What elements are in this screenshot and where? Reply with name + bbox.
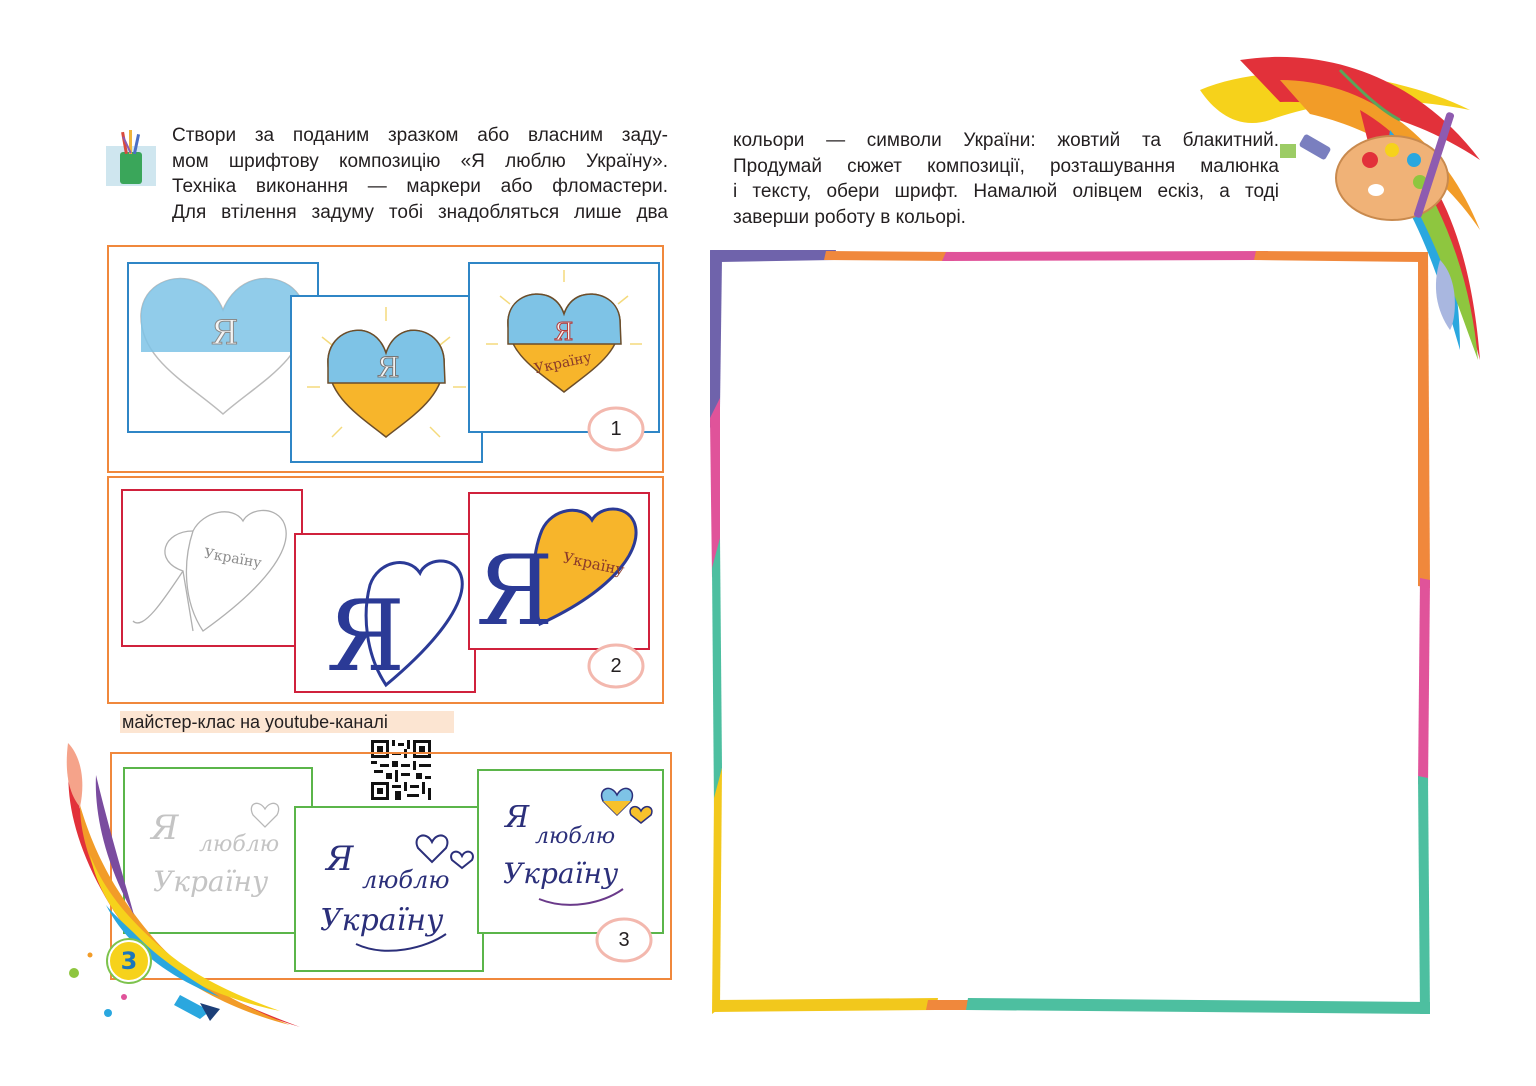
task-icon	[106, 128, 156, 186]
text-line: заверши роботу в кольорі.	[733, 206, 966, 228]
word-ukrainu: Україну	[532, 349, 594, 378]
text-lyublyu: люблю	[535, 824, 616, 849]
decorative-brush-strokes	[50, 735, 310, 1035]
example-number-1: 1	[593, 409, 639, 449]
letter-ya: Я	[377, 351, 400, 384]
example-2-final	[468, 492, 650, 650]
text-line: і тексту, обери шрифт. Намалюй олівцем ескіз, а тоді	[733, 181, 1279, 202]
text-line: Продумай сюжет композиції, розташування малюнка	[733, 155, 1279, 177]
example-2-outline	[294, 533, 476, 693]
example-1-half	[290, 295, 483, 463]
master-class-caption: майстер-клас на youtube-каналі	[120, 711, 454, 733]
example-number-2: 2	[593, 646, 639, 686]
text-line: кольори — символи України: жовтий та блакитний.	[733, 130, 1279, 151]
page-number: 3	[108, 940, 150, 982]
text-ukrainu: Україну	[320, 903, 444, 938]
text-lyublyu: люблю	[362, 866, 450, 894]
text-ya: Я	[505, 800, 530, 835]
letter-ya: Я	[211, 313, 239, 353]
word-ukrainu: Україну	[202, 545, 263, 572]
text-ukrainu: Україну	[503, 857, 619, 890]
word-ukrainu: Україну	[561, 548, 626, 580]
letter-ya: Я	[554, 318, 574, 346]
decorative-palette	[1160, 50, 1490, 370]
letter-ya: Я	[326, 580, 406, 691]
text-ya: Я	[326, 839, 354, 879]
example-2-sketch	[121, 489, 303, 647]
text-line: Для втілення задуму тобі знадобляться лише два	[172, 201, 668, 223]
text-ukrainu: Україну	[153, 865, 269, 898]
letter-ya: Я	[476, 535, 554, 647]
example-number-3: 3	[601, 920, 647, 960]
text-line: Створи за поданим зразком або власним заду-	[172, 125, 668, 146]
text-line: мом шрифтову композицію «Я люблю Україну».	[172, 150, 668, 172]
example-3-outline	[294, 806, 484, 972]
text-ya: Я	[151, 808, 179, 848]
instruction-text-left	[172, 123, 668, 225]
text-lyublyu: люблю	[199, 832, 280, 857]
example-3-final	[477, 769, 664, 934]
text-line: Техніка виконання — маркери або фломастери.	[172, 176, 668, 197]
